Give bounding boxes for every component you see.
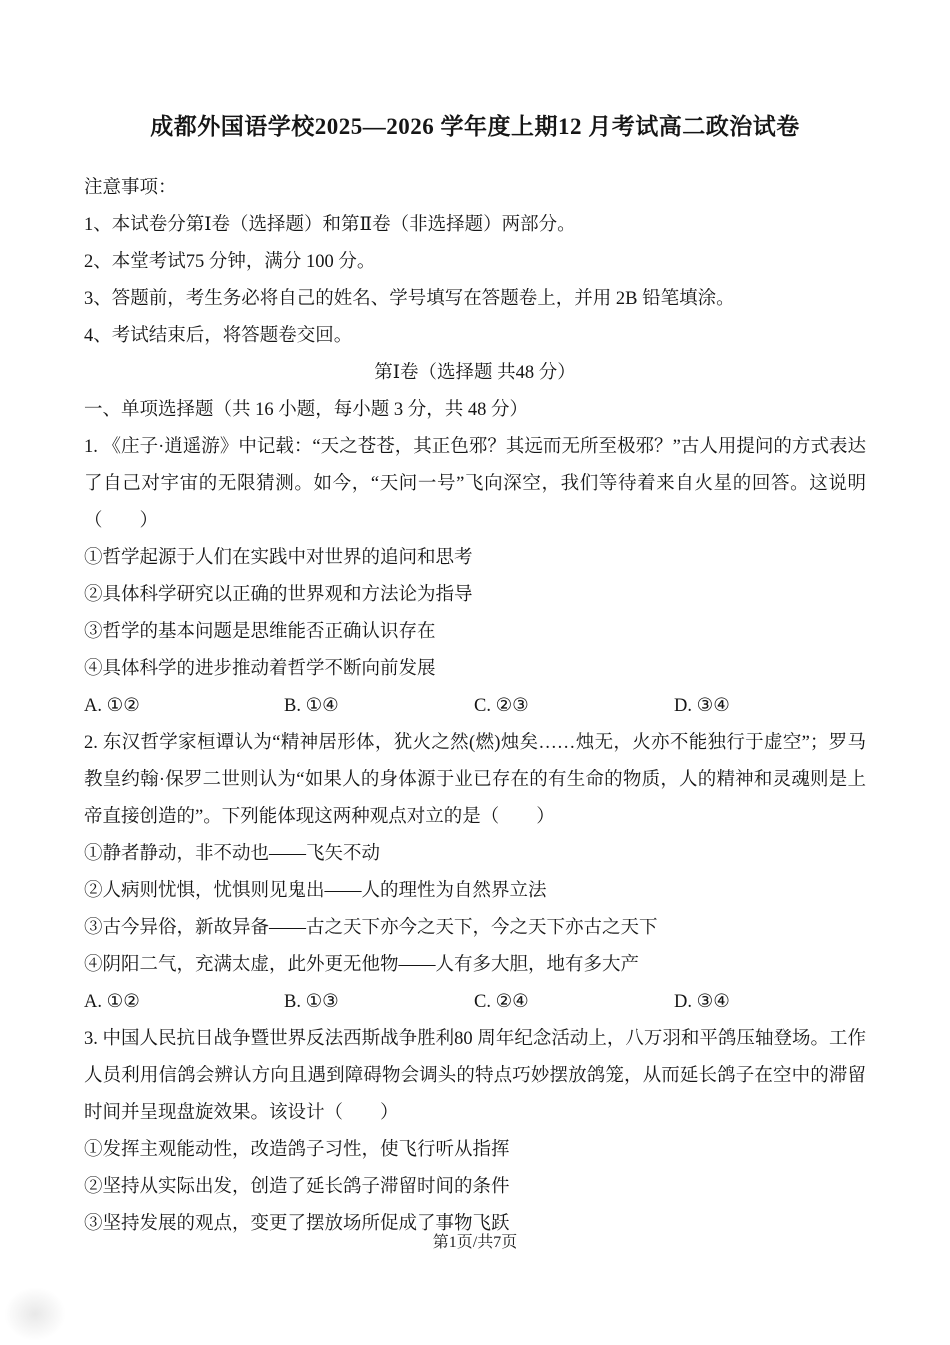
question-1	[84, 429, 866, 725]
question-2-choice-c: C. ②④	[474, 992, 529, 1012]
question-2-choices	[84, 984, 866, 1021]
question-2-choice-a: A. ①②	[84, 992, 140, 1012]
question-3-item-1: ①发挥主观能动性，改造鸽子习性，使飞行听从指挥	[84, 1140, 510, 1160]
question-1-choice-a: A. ①②	[84, 696, 140, 716]
question-2-stem: 2. 东汉哲学家桓谭认为“精神居形体，犹火之然(燃)烛矣……烛无，火亦不能独行于虚空”；罗马教皇约翰·保罗二世则认为“如果人的身体源于业已存在的有生命的物质，人的精神和灵魂则是上帝直接创造的”。下列能体现这两种观点对立的是（ ）	[84, 733, 866, 827]
notice-item-1: 1、本试卷分第Ⅰ卷（选择题）和第Ⅱ卷（非选择题）两部分。	[84, 215, 576, 235]
question-1-choice-c: C. ②③	[474, 696, 529, 716]
notice-item-3: 3、答题前，考生务必将自己的姓名、学号填写在答题卷上，并用 2B 铅笔填涂。	[84, 289, 735, 309]
notice-header: 注意事项：	[84, 178, 177, 198]
question-2-item-2: ②人病则忧惧，忧惧则见鬼出——人的理性为自然界立法	[84, 881, 547, 901]
question-2-choice-b: B. ①③	[284, 992, 339, 1012]
question-3-item-3: ③坚持发展的观点，变更了摆放场所促成了事物飞跃	[84, 1214, 510, 1234]
question-1-stem: 1. 《庄子·逍遥游》中记载：“天之苍苍，其正色邪？其远而无所至极邪？”古人用提问的方式表达了自己对宇宙的无限猜测。如今，“天问一号”飞向深空，我们等待着来自火星的回答。这说明（ ）	[84, 437, 866, 531]
question-1-choice-d: D. ③④	[674, 696, 730, 716]
question-1-choices	[84, 688, 866, 725]
question-2-choice-d: D. ③④	[674, 992, 730, 1012]
question-1-item-1: ①哲学起源于人们在实践中对世界的追问和思考	[84, 548, 473, 568]
question-3	[84, 1021, 866, 1243]
question-2-item-4: ④阴阳二气，充满太虚，此外更无他物——人有多大胆，地有多大产	[84, 955, 640, 975]
section-title: 第Ⅰ卷（选择题 共48 分）	[374, 363, 576, 383]
notice-item-2: 2、本堂考试75 分钟，满分 100 分。	[84, 252, 376, 272]
part-heading: 一、单项选择题（共 16 小题，每小题 3 分，共 48 分）	[84, 400, 529, 420]
question-3-item-2: ②坚持从实际出发，创造了延长鸽子滞留时间的条件	[84, 1177, 510, 1197]
question-2-item-3: ③古今异俗，新故异备——古之天下亦今之天下，今之天下亦古之天下	[84, 918, 658, 938]
question-1-item-3: ③哲学的基本问题是思维能否正确认识存在	[84, 622, 436, 642]
question-1-item-2: ②具体科学研究以正确的世界观和方法论为指导	[84, 585, 473, 605]
question-1-choice-b: B. ①④	[284, 696, 339, 716]
page-footer: 第1页/共7页	[432, 1234, 518, 1251]
corner-watermark	[4, 1287, 66, 1341]
question-1-item-4: ④具体科学的进步推动着哲学不断向前发展	[84, 659, 436, 679]
exam-title: 成都外国语学校2025—2026 学年度上期12 月考试高二政治试卷	[150, 114, 800, 139]
question-2	[84, 725, 866, 1021]
notice-item-4: 4、考试结束后，将答题卷交回。	[84, 326, 353, 346]
question-3-stem: 3. 中国人民抗日战争暨世界反法西斯战争胜利80 周年纪念活动上，八万羽和平鸽压轴登场。工作人员利用信鸽会辨认方向且遇到障碍物会调头的特点巧妙摆放鸽笼，从而延长鸽子在空中的滞留时间并呈现盘旋效果。该设计（ ）	[84, 1029, 866, 1123]
question-2-item-1: ①静者静动，非不动也——飞矢不动	[84, 844, 381, 864]
